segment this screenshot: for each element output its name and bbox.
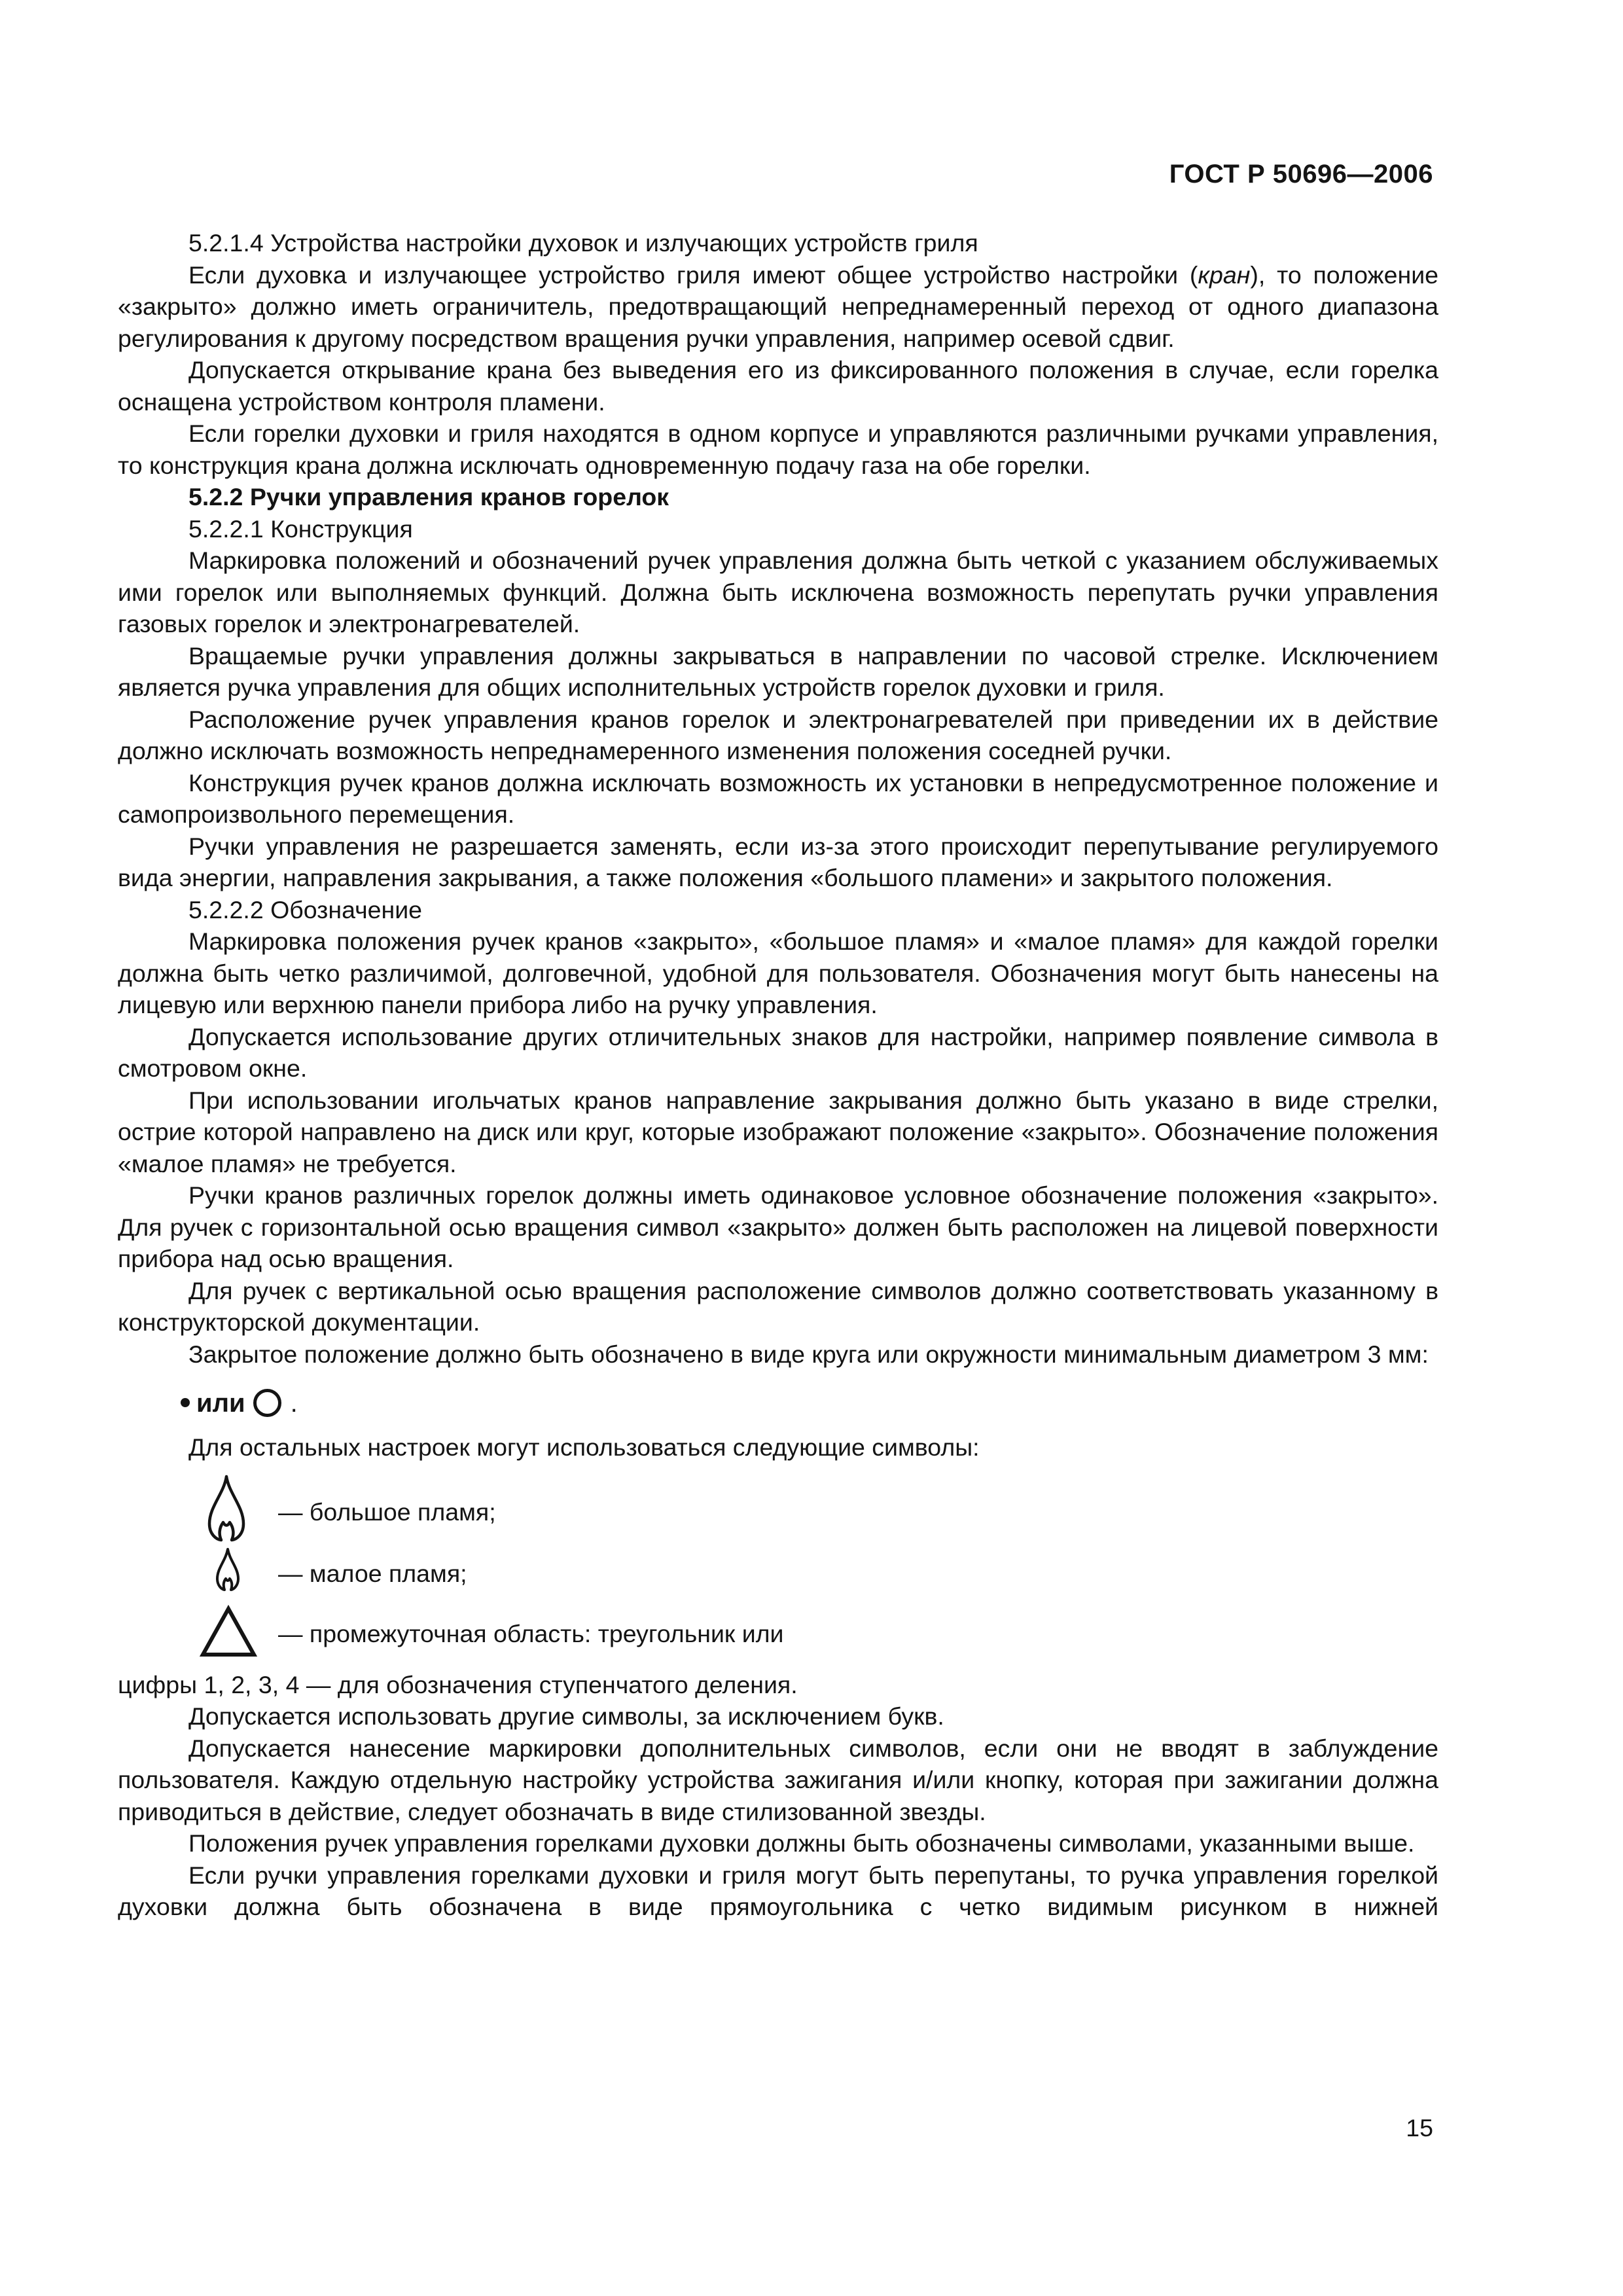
section-5-2-2-heading: 5.2.2 Ручки управления кранов горелок — [188, 483, 669, 511]
clause-paragraph: Для ручек с вертикальной осью вращения расположение символов должно соответствовать указанному в конструкторской документации. — [118, 1276, 1438, 1336]
clause-paragraph: Если горелки духовки и гриля находятся в одном корпусе и управляются различными ручками управления, то конструкция крана должна исключать одновременную подачу газа на обе горелки. — [118, 420, 1438, 479]
filled-circle-icon — [181, 1398, 190, 1407]
standard-header: ГОСТ Р 50696—2006 — [1169, 160, 1433, 188]
symbol-row-small-flame — [118, 1543, 1099, 1609]
emphasis-text: кран — [1198, 260, 1251, 289]
clause-paragraph — [118, 259, 1438, 355]
text-run: Если духовка и излучающее устройство гриля имеют общее устройство настройки ( — [188, 260, 1198, 289]
symbols-intro: Для остальных настроек могут использоваться следующие символы: — [188, 1433, 980, 1461]
clause-5-2-2-1-title: 5.2.2.1 Конструкция — [188, 514, 413, 543]
symbol-label: — большое пламя; — [278, 1498, 496, 1526]
triangle-icon — [199, 1605, 258, 1659]
large-flame-icon — [205, 1474, 247, 1542]
clause-paragraph: Допускается открывание крана без выведения его из фиксированного положения в случае, если горелка оснащена устройством контроля пламени. — [118, 356, 1438, 416]
page-number: 15 — [1406, 2114, 1433, 2142]
clause-5-2-1-4-title: 5.2.1.4 Устройства настройки духовок и излучающих устройств гриля — [188, 229, 978, 257]
clause-5-2-2-2-title: 5.2.2.2 Обозначение — [188, 895, 423, 924]
clause-paragraph: При использовании игольчатых кранов направление закрывания должно быть указано в виде стрелки, острие которой направлено на диск или круг, которые изображают положение «закрыто». Обозначение положения «малое пламя» не требуется. — [118, 1086, 1438, 1177]
open-circle-icon — [253, 1389, 281, 1417]
clause-paragraph: Допускается использовать другие символы, за исключением букв. — [188, 1702, 944, 1730]
symbols-list — [118, 1463, 1438, 1660]
clause-paragraph: Если ручки управления горелками духовки и гриля могут быть перепутаны, то ручка управления горелкой духовки должна быть обозначена в виде прямоугольника с четко видимым рисунком в нижней — [118, 1861, 1438, 1920]
clause-paragraph: Маркировка положений и обозначений ручек управления должна быть четкой с указанием обслуживаемых ими горелок или выполняемых функций. Должна быть исключена возможность перепутать ручки управления газовых горелок и электронагревателей. — [118, 547, 1438, 637]
clause-paragraph: Допускается использование других отличительных знаков для настройки, например появление символа в смотровом окне. — [118, 1022, 1438, 1082]
clause-paragraph: Ручки управления не разрешается заменять, если из-за этого происходит перепутывание регулируемого вида энергии, направления закрывания, а также положения «большого пламени» и закрытого положения. — [118, 832, 1438, 891]
clause-paragraph: Расположение ручек управления кранов горелок и электронагревателей при приведении их в действие должно исключать возможность непреднамеренного изменения положения соседней ручки. — [118, 705, 1438, 764]
clause-paragraph: Допускается нанесение маркировки дополнительных символов, если они не вводят в заблуждение пользователя. Каждую отдельную настройку устройства зажигания и/или кнопку, которая при зажигании должна приводиться в действие, следует обозначать в виде стилизованной звезды. — [118, 1734, 1438, 1825]
or-text: или — [196, 1389, 245, 1418]
clause-paragraph: Положения ручек управления горелками духовки должны быть обозначены символами, указанными выше. — [188, 1829, 1415, 1857]
clause-paragraph: Вращаемые ручки управления должны закрываться в направлении по часовой стрелке. Исключением является ручка управления для общих исполнительных устройств горелок духовки и гриля. — [118, 641, 1438, 701]
clause-paragraph: Ручки кранов различных горелок должны иметь одинаковое условное обозначение положения «закрыто». Для ручек с горизонтальной осью вращения символ «закрыто» должен быть расположен на лицевой поверхности прибора над осью вращения. — [118, 1181, 1438, 1272]
clause-paragraph: Маркировка положения ручек кранов «закрыто», «большое пламя» и «малое пламя» для каждой горелки должна быть четко различимой, долговечной, удобной для пользователя. Обозначения могут быть нанесены на лицевую или верхнюю панели прибора либо на ручку управления. — [118, 927, 1438, 1018]
text-run: ), то положение «закрыто» должно иметь ограничитель, предотвращающий непреднамеренный переход от одного диапазона регулирования к другому посредством вращения ручки управления, например осевой сдвиг. — [118, 260, 1438, 352]
period-text: . — [290, 1389, 298, 1418]
symbol-label: — промежуточная область: треугольник или — [278, 1619, 784, 1647]
closed-position-symbols — [118, 1379, 1438, 1427]
small-flame-icon — [215, 1547, 241, 1592]
symbol-row-triangle — [118, 1602, 1099, 1668]
clause-paragraph: Закрытое положение должно быть обозначено в виде круга или окружности минимальным диаметром 3 мм: — [188, 1340, 1429, 1368]
page-body — [118, 227, 1438, 1923]
symbol-row-large-flame — [118, 1474, 1099, 1539]
symbol-label: — малое пламя; — [278, 1559, 467, 1587]
clause-paragraph: Конструкция ручек кранов должна исключать возможность их установки в непредусмотренное положение и самопроизвольного перемещения. — [118, 768, 1438, 828]
clause-paragraph: цифры 1, 2, 3, 4 — для обозначения ступенчатого деления. — [118, 1670, 798, 1698]
